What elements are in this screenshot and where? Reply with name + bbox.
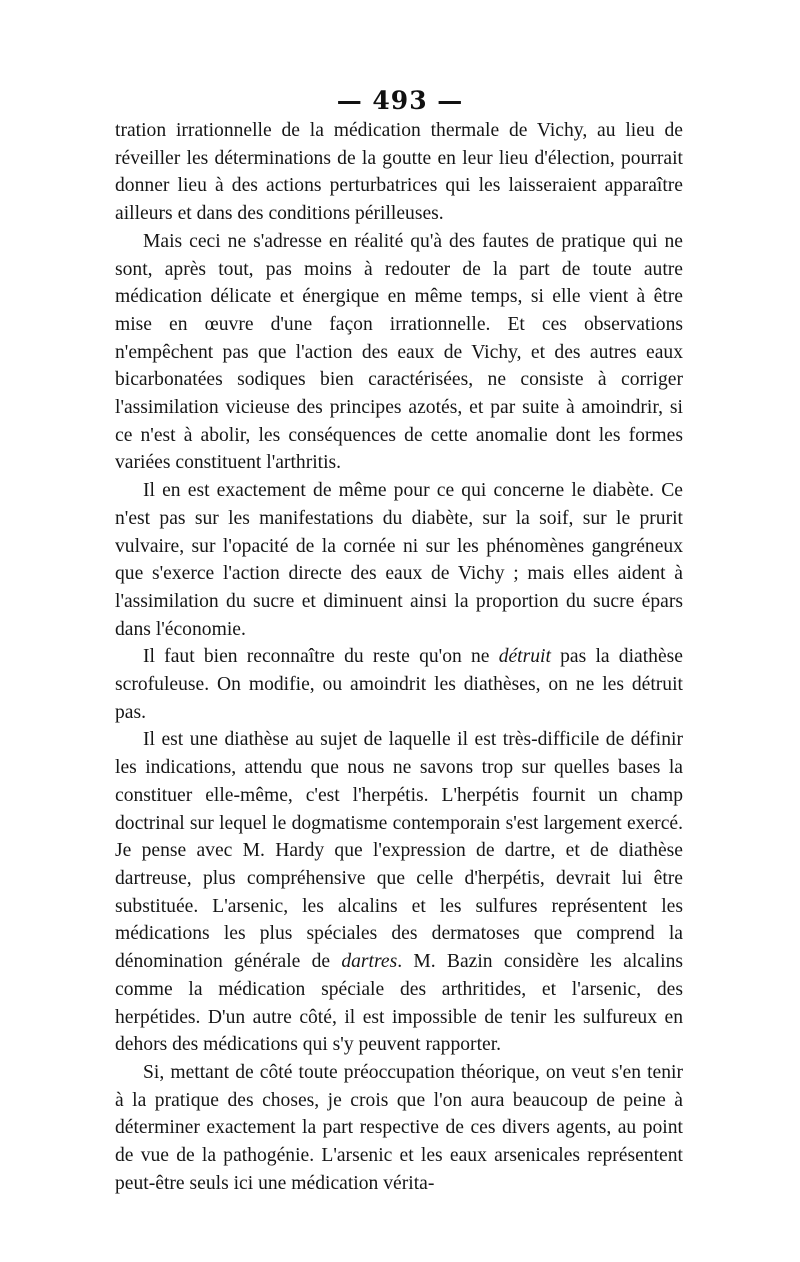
body-text — [115, 117, 683, 1197]
paragraph-text-after: . M. Bazin considère les alcalins comme la médication spéciale des arthritides, et l'arsenic, des herpétides. D'un autre côté, il est impossible de tenir les sulfureux en dehors des médications qui s'y peuvent rapporter. — [115, 951, 683, 1056]
paragraph-text-before: Il faut bien reconnaître du reste qu'on ne — [143, 646, 499, 668]
paragraph-3 — [115, 477, 683, 643]
paragraph-4 — [115, 643, 683, 726]
paragraph-2 — [115, 228, 683, 477]
paragraph-1 — [115, 117, 683, 228]
paragraph-text-before: Il est une diathèse au sujet de laquelle il est très-difficile de définir les indications, attendu que nous ne savons trop sur quelles bases la constituer elle-même, c'est l'herpétis. L'herpétis fournit un champ doctrinal sur lequel le dogmatisme contemporain s'est largement exercé. Je pense avec M. Hardy que l'expression de dartre, et de diathèse dartreuse, plus compréhensive que celle d'herpétis, devrait lui être substituée. L'arsenic, les alcalins et les sulfures représentent les médications les plus spéciales des dermatoses que comprend la dénomination générale de — [115, 729, 683, 973]
paragraph-text: Si, mettant de côté toute préoccupation théorique, on veut s'en tenir à la pratique des choses, je crois que l'on aura beaucoup de peine à déterminer exactement la part respective de ces divers agents, au point de vue de la pathogénie. L'arsenic et les eaux arsenicales représentent peut-être seuls ici une médication vérita- — [115, 1061, 683, 1194]
paragraph-6 — [115, 1059, 683, 1198]
paragraph-text: tration irrationnelle de la médication thermale de Vichy, au lieu de réveiller les déterminations de la goutte en leur lieu d'élection, pourrait donner lieu à des actions perturbatrices qui les laisseraient apparaître ailleurs et dans des conditions périlleuses. — [115, 120, 683, 225]
paragraph-text: Il en est exactement de même pour ce qui concerne le diabète. Ce n'est pas sur les manifestations du diabète, sur la soif, sur le prurit vulvaire, sur l'opacité de la cornée ni sur les phénomènes gangréneux que s'exerce l'action directe des eaux de Vichy ; mais elles aident à l'assimilation du sucre et diminuent ainsi la proportion du sucre épars dans l'économie. — [115, 480, 683, 640]
italic-emphasis: détruit — [498, 646, 551, 668]
page-number: — 493 — — [336, 86, 464, 115]
paragraph-text-after: pas la diathèse scrofuleuse. On modifie, ou amoindrit les diathèses, on ne les détruit pas. — [115, 646, 683, 723]
italic-emphasis: dartres — [341, 951, 398, 973]
paragraph-5 — [115, 726, 683, 1058]
paragraph-text: Mais ceci ne s'adresse en réalité qu'à des fautes de pratique qui ne sont, après tout, pas moins à redouter de la part de toute autre médication délicate et énergique en même temps, si elle vient à être mise en œuvre d'une façon irrationnelle. Et ces observations n'empêchent pas que l'action des eaux de Vichy, et des autres eaux bicarbonatées sodiques bien caractérisées, ne consiste à corriger l'assimilation vicieuse des principes azotés, et par suite à amoindrir, si ce n'est à abolir, les conséquences de cette anomalie dont les formes variées constituent l'arthritis. — [115, 230, 683, 474]
